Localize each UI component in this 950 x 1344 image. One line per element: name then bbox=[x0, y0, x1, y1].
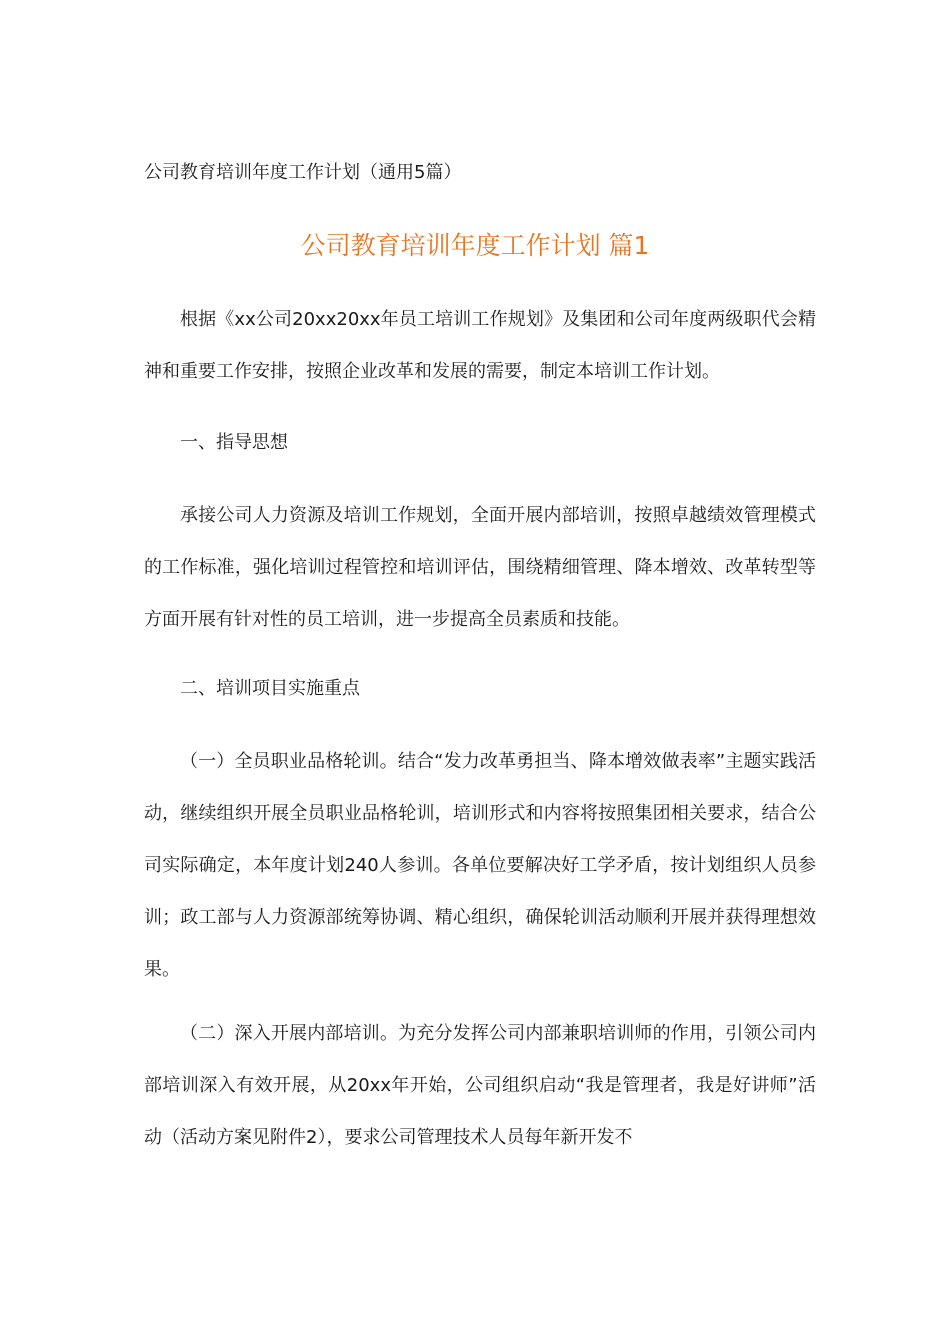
paragraph-item-1: （一）全员职业品格轮训。结合“发力改革勇担当、降本增效做表率”主题实践活动，继续组织开展全员职业品格轮训，培训形式和内容将按照集团相关要求，结合公司实际确定，本年度计划240人参训。各单位要解决好工学矛盾，按计划组织人员参训；政工部与人力资源部统筹协调、精心组织，确保轮训活动顺利开展并获得理想效果。 bbox=[144, 751, 816, 980]
section-title: 公司教育培训年度工作计划 篇1 bbox=[300, 231, 650, 260]
heading-guiding-ideology: 一、指导思想 bbox=[180, 432, 288, 453]
document-title: 公司教育培训年度工作计划（通用5篇） bbox=[144, 162, 462, 183]
paragraph-guiding-ideology: 承接公司人力资源及培训工作规划，全面开展内部培训，按照卓越绩效管理模式的工作标准，强化培训过程管控和培训评估，围绕精细管理、降本增效、改革转型等方面开展有针对性的员工培训，进一步提高全员素质和技能。 bbox=[144, 505, 816, 630]
paragraph-item-2: （二）深入开展内部培训。为充分发挥公司内部兼职培训师的作用，引领公司内部培训深入有效开展，从20xx年开始，公司组织启动“我是管理者，我是好讲师”活动（活动方案见附件2），要求公司管理技术人员每年新开发不 bbox=[144, 1023, 816, 1148]
paragraph-intro: 根据《xx公司20xx20xx年员工培训工作规划》及集团和公司年度两级职代会精神和重要工作安排，按照企业改革和发展的需要，制定本培训工作计划。 bbox=[144, 309, 816, 382]
heading-training-focus: 二、培训项目实施重点 bbox=[180, 678, 360, 699]
